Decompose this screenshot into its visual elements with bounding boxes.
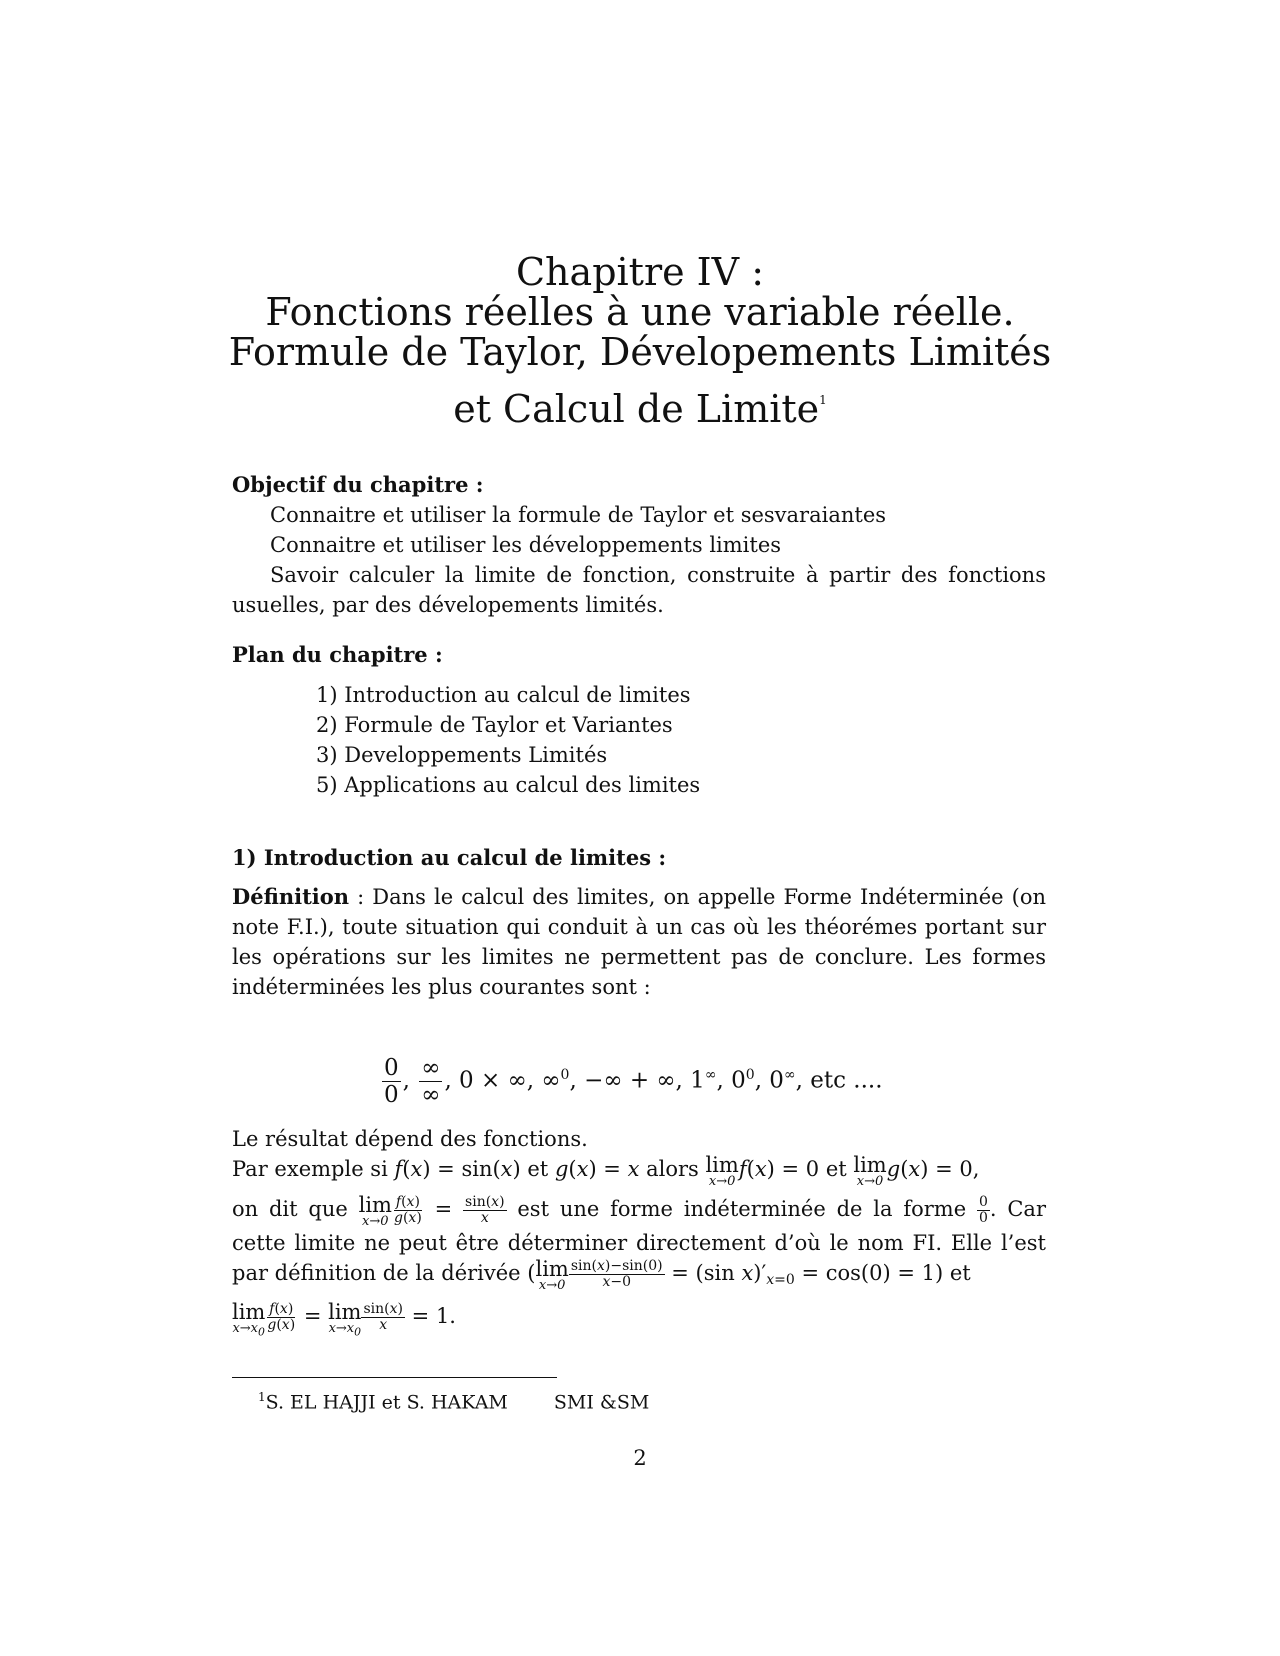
objectif-item-3: Savoir calculer la limite de fonction, construite à partir des fonctions usuelles, par des dévelopements limités. [232, 563, 1046, 617]
zero-over-zero: $\frac{0}{0}$ [384, 1055, 399, 1108]
plan-item: 1) Introduction au calcul de limites [316, 683, 691, 707]
indeterminate-forms-formula: $\frac{0}{0}$ , $\frac{\infty}{\infty}$ , 0 × ∞, ∞$^0$, −∞ + ∞, 1∞, $0^0$, 0∞, etc .... [384, 1055, 883, 1108]
title-line-1: Chapitre IV : [515, 250, 765, 294]
definition-paragraph [232, 882, 1046, 1002]
objectif-heading: Objectif du chapitre : [232, 472, 484, 497]
plan-item: 3) Developpements Limités [316, 743, 608, 767]
plan-item: 2) Formule de Taylor et Variantes [316, 713, 673, 737]
title-line-2: Fonctions réelles à une variable réelle. [265, 290, 1015, 334]
example-paragraph [232, 1124, 1046, 1339]
title-footnote-mark[interactable]: 1 [819, 393, 827, 407]
section-1-heading: 1) Introduction au calcul de limites : [232, 845, 667, 870]
definition-label: Définition [232, 884, 350, 909]
title-line-3: Formule de Taylor, Dévelopements Limités [228, 330, 1052, 374]
objectif-item-1: Connaitre et utiliser la formule de Taylor et sesvaraiantes [270, 503, 887, 527]
example-line-2: on dit que lim x→0 $\frac{f(x)}{g(x)}$ = $\frac{\sin(x)}{x}$ est une forme indéterminée de la forme $\frac{0}{0}$ . Car cette limite ne peut être déterminer directement d’où le nom FI. Elle l’est par définition de la dérivée ( lim x→0 $\frac{\sin(x)-\sin(0)}{x-0}$ = (sin x)′x=0 = cos(0) = 1) et [232, 1193, 1046, 1293]
chapter-title [0, 252, 1280, 429]
title-line-4 [0, 380, 1280, 429]
plan-list [232, 680, 1046, 800]
example-mid: on dit que [232, 1197, 348, 1221]
footnote-authors: S. EL HAJJI et S. HAKAM [265, 1391, 508, 1414]
footnote-program: SMI &SM [553, 1391, 650, 1414]
forms-tail: etc .... [810, 1067, 883, 1094]
plan-heading: Plan du chapitre : [232, 642, 443, 667]
plan-item: 5) Applications au calcul des limites [316, 773, 701, 797]
page-number: 2 [633, 1446, 647, 1470]
footnote-divider [232, 1377, 557, 1378]
title-line-4-text: et Calcul de Limite [453, 387, 820, 431]
objectif-section [232, 470, 1046, 620]
definition-text: : Dans le calcul des limites, on appelle Forme Indéterminée (on note F.I.), toute situation qui conduit à un cas où les théorémes portant sur les opérations sur les limites ne permettent pas de conclure. Les formes indéterminées les plus courantes sont : [232, 885, 1046, 999]
example-fi: est une forme indéterminée de la forme [517, 1197, 967, 1221]
footnote [258, 1384, 649, 1415]
inf-over-inf: $\frac{\infty}{\infty}$ [421, 1055, 441, 1108]
footnote-mark: 1 [258, 1390, 266, 1404]
example-line-3: lim $x\to x_0$ $\frac{f(x)}{g(x)}$ = lim $x\to x_0$ $\frac{\sin(x)}{x}$ = 1. [232, 1300, 456, 1339]
objectif-item-2: Connaitre et utiliser les développements limites [270, 533, 782, 557]
example-line-1: Par exemple si f(x) = sin(x) et g(x) = x alors lim x→0 f(x) = 0 et lim x→0 g(x) = 0, [232, 1153, 980, 1189]
result-sentence: Le résultat dépend des fonctions. [232, 1127, 588, 1151]
section-1-heading-block [232, 843, 1046, 873]
example-intro: Par exemple si [232, 1157, 388, 1181]
example-car: . Car cette limite ne peut être déterminer directement d’où le nom FI. Elle l’est par définition de la dérivée [232, 1197, 1046, 1285]
plan-section [232, 640, 1046, 800]
